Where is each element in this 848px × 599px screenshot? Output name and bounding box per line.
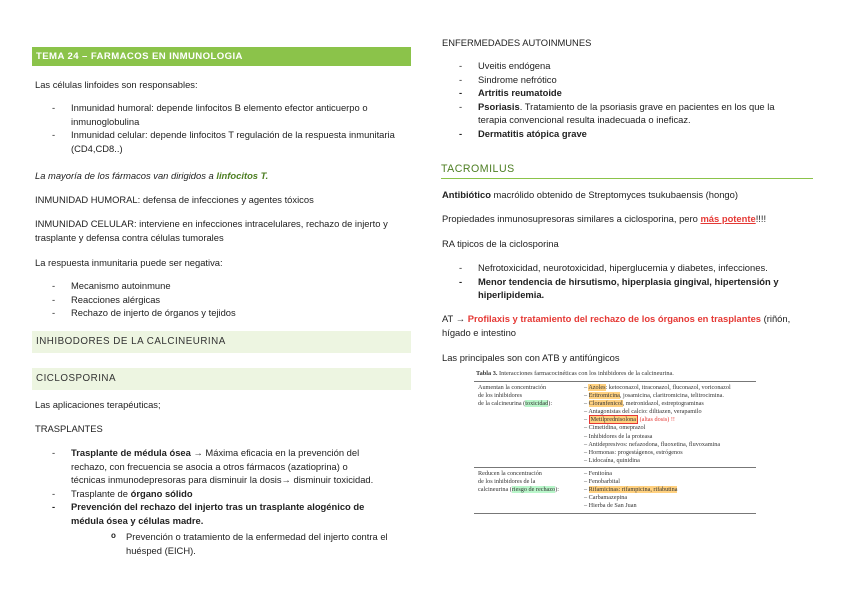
at-text — [442, 312, 797, 339]
negative-list — [35, 279, 395, 320]
aplicaciones-text: Las aplicaciones terapéuticas; — [35, 399, 161, 410]
text-post: !!!! — [755, 213, 767, 224]
label-part: calcineurina ( — [478, 486, 512, 494]
ra-text: RA tipicos de la ciclosporina — [442, 238, 559, 249]
note-text: La mayoría de los fármacos van dirigidos a — [35, 170, 217, 181]
item-highlight: Metilprednisolona — [590, 416, 637, 424]
item-text: : ketoconazol, itraconazol, fluconazol, voriconazol — [605, 384, 731, 391]
table-item: – Inhibidores de la proteasa — [584, 432, 653, 440]
table-item: – Rifamicinas: rifampicina, rifabutina — [584, 486, 678, 494]
item-text: Inhibidores de la proteasa — [588, 432, 653, 440]
sub-list-item: o Prevención o tratamiento de la enfermedad del injerto contra el huésped (EICH). — [35, 530, 426, 557]
item-text: (altas dosis) !! — [638, 416, 675, 424]
item-highlight: Cloranfenicol — [588, 400, 623, 408]
text-pre: Propiedades inmunosupresoras similares a ciclosporina, pero — [442, 213, 701, 224]
trasplantes-heading: TRASPLANTES — [35, 423, 103, 434]
label-line — [478, 400, 552, 408]
table-title-text: Interacciones farmacocinéticas con los inhibidores de la calcineurina. — [497, 370, 674, 377]
table-title-number: Tabla 3. — [476, 370, 498, 377]
label-highlight: riesgo de rechazo — [511, 486, 556, 494]
item-text: Hierba de San Juan — [588, 502, 637, 510]
negative-text: La respuesta inmunitaria puede ser negativa: — [35, 257, 223, 268]
note-highlight: linfocitos T. — [216, 170, 269, 181]
list-item: - Artritis reumatoide — [442, 86, 792, 100]
table-item: – Fenitoína — [584, 470, 613, 477]
propiedades-text — [442, 212, 766, 226]
group1-label — [478, 384, 552, 408]
item-text: Cimetidina, omeprazol — [588, 424, 646, 432]
table-title — [476, 370, 674, 378]
label-line: Aumentan la concentración — [478, 384, 547, 391]
label-highlight: toxicidad — [525, 400, 549, 408]
item-text: . Tratamiento de la psoriasis grave en pacientes en los que la terapia convencional resulta inadecuada o ineficaz. — [478, 100, 775, 126]
item-text: Fenitoína — [588, 470, 613, 477]
item-text: Antidepresivos: nefazodona, fluoxetina, fluvoxamina — [588, 440, 721, 448]
t-lymph-note — [35, 169, 268, 183]
antibiotico-text — [442, 188, 738, 202]
intro-text: Las células linfoides son responsables: — [35, 79, 198, 90]
label-line: de los inhibidores de la — [478, 478, 536, 486]
item-text: Hormonas: progestágenos, estrógenos — [588, 448, 683, 456]
principales-text: Las principales son con ATB y antifúngicos — [442, 352, 620, 363]
section-heading-tacrolimus: TACROMILUS — [441, 161, 813, 179]
table-item: – Eritromicina, josamicina, claritromicina, telitrocimina. — [584, 392, 724, 400]
list-item: - Nefrotoxicidad, neurotoxicidad, hiperglucemia y diabetes, infecciones. — [442, 261, 792, 275]
table-rule — [474, 381, 756, 382]
label-line: de los inhibidores — [478, 392, 522, 400]
item-text: Trasplante de — [71, 487, 131, 499]
list-item: - Dermatitis atópica grave — [442, 127, 792, 141]
list-item: - Mecanismo autoinmune — [35, 279, 395, 293]
item-text: Fenobarbital — [588, 478, 620, 486]
text-rest: macrólido obtenido de Streptomyces tsukubaensis (hongo) — [490, 189, 738, 200]
list-item: - Rechazo de injerto de órganos y tejidos — [35, 306, 395, 320]
list-item — [35, 487, 375, 501]
list-item: - Uveitis endógena — [442, 59, 792, 73]
item-highlight: Rifamicinas: rifampicina, rifabutina — [588, 486, 678, 494]
group2-items — [584, 470, 677, 510]
list-item: - Reacciones alérgicas — [35, 293, 395, 307]
list-item: - Menor tendencia de hirsutismo, hiperplasia gingival, hipertensión y hiperlipidemia. — [442, 275, 792, 302]
celular-text: INMUNIDAD CELULAR: interviene en infecciones intracelulares, rechazo de injerto y trasplante y defensa contra células tumorales — [35, 218, 388, 243]
table-rule — [474, 467, 756, 468]
table-item: – Lidocaína, quinidina — [584, 456, 640, 464]
table-item: – Azoles: ketoconazol, itraconazol, fluconazol, voriconazol — [584, 384, 731, 391]
text-pre: AT → — [442, 313, 468, 324]
table-item: – Hormonas: progestágenos, estrógenos — [584, 448, 683, 456]
item-bold: Psoriasis — [478, 100, 520, 112]
table-item: – Metilprednisolona (altas dosis) !! — [584, 416, 675, 424]
table-item: – Antagonistas del calcio: diltiazen, verapamilo — [584, 408, 702, 416]
label-part: ): — [555, 486, 559, 494]
section-heading-calcineurina: INHIBODORES DE LA CALCINEURINA — [32, 331, 411, 353]
list-item — [35, 446, 375, 487]
enf-title: ENFERMEDADES AUTOINMUNES — [442, 37, 592, 48]
table-item: – Cimetidina, omeprazol — [584, 424, 646, 432]
list-item: - Inmunidad celular: depende linfocitos T regulación de la respuesta inmunitaria (CD4,CD8..) — [35, 128, 395, 155]
label-part: ): — [548, 400, 553, 408]
list-item: - Inmunidad humoral: depende linfocitos B elemento efector anticuerpo o inmunoglobulina — [35, 101, 395, 128]
group1-items — [584, 384, 731, 465]
interactions-table — [474, 370, 756, 530]
ra-list — [442, 261, 792, 302]
table-rule — [474, 513, 756, 514]
label-line: Reducen la concentración — [478, 470, 542, 477]
text-post: (riñón, hígado e intestino — [442, 313, 791, 338]
page-title: TEMA 24 – FARMACOS EN INMUNOLOGIA — [32, 47, 411, 66]
item-text: Lidocaína, quinidina — [588, 456, 640, 464]
list-item: - Prevención del rechazo del injerto tras un trasplante alogénico de médula ósea y células madre. — [35, 500, 375, 527]
label-part: de la calcineurina ( — [478, 400, 526, 408]
item-text: → Máxima eficacia en la prevención del rechazo, con frecuencia se asocia a otros fármacos (azatioprina) o técnicas inmunodepresoras para disminuir la dosis→ disminuir toxicidad. — [71, 447, 374, 486]
item-highlight: Eritromicina — [588, 392, 620, 400]
item-text: Antagonistas del calcio: diltiazen, verapamilo — [588, 408, 702, 416]
label-line — [478, 486, 559, 494]
item-text: Carbamazepina — [588, 494, 628, 502]
section-heading-ciclosporina: CICLOSPORINA — [32, 368, 411, 390]
group2-label — [478, 470, 559, 494]
item-text: , josamicina, claritromicina, telitrocimina. — [619, 392, 724, 400]
table-item: – Antidepresivos: nefazodona, fluoxetina, fluvoxamina — [584, 440, 721, 448]
item-highlight: Azoles — [588, 384, 606, 391]
text-bold: Antibiótico — [442, 189, 491, 200]
item-bold: órgano sólido — [130, 487, 193, 499]
table-item: – Hierba de San Juan — [584, 502, 637, 510]
list-item: - Sindrome nefrótico — [442, 73, 792, 87]
item-text: , metronidazol, estreptograminas — [622, 400, 704, 408]
item-bold: Trasplante de médula ósea — [71, 447, 191, 458]
text-emphasis: más potente — [700, 213, 756, 224]
table-item: – Carbamazepina — [584, 494, 628, 502]
text-emphasis: Profilaxis y tratamiento del rechazo de los órganos en trasplantes — [467, 313, 762, 324]
trasplantes-list — [35, 446, 375, 528]
table-item: – Fenobarbital — [584, 478, 620, 486]
responsible-list — [35, 101, 395, 155]
humoral-text: INMUNIDAD HUMORAL: defensa de infecciones y agentes tóxicos — [35, 194, 314, 205]
list-item — [442, 100, 792, 127]
enf-list — [442, 59, 792, 141]
table-item: – Cloranfenicol, metronidazol, estreptograminas — [584, 400, 704, 408]
